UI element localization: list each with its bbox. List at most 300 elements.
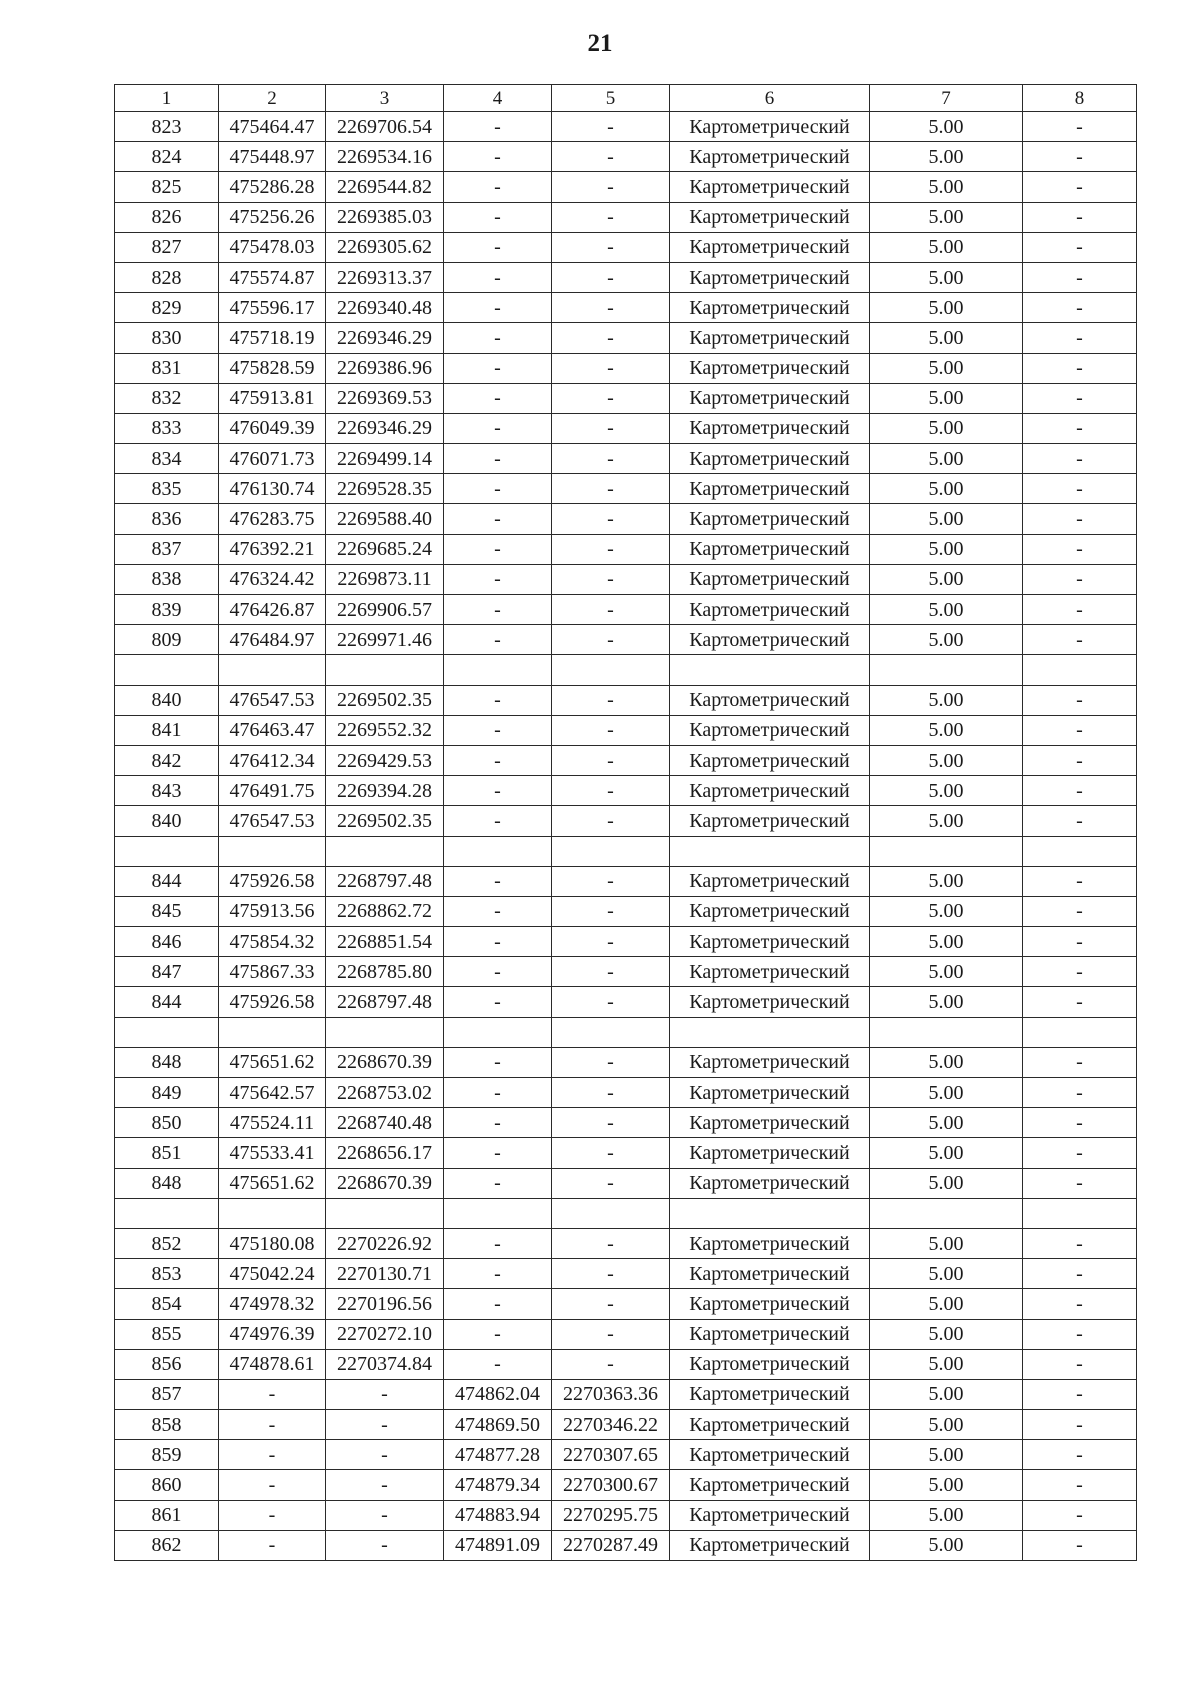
table-cell-col-3: - — [326, 1440, 444, 1470]
table-cell-col-6 — [670, 655, 870, 685]
table-cell-col-4: 474862.04 — [444, 1379, 552, 1409]
table-cell-col-8: - — [1023, 987, 1137, 1017]
table-cell-col-3: 2268656.17 — [326, 1138, 444, 1168]
coordinates-table — [114, 84, 1137, 1561]
table-cell-col-6 — [670, 1198, 870, 1228]
table-cell-col-2: 475651.62 — [219, 1168, 326, 1198]
table-cell-col-7: 5.00 — [870, 534, 1023, 564]
table-cell-col-2: 476392.21 — [219, 534, 326, 564]
table-cell-col-6: Картометрический — [670, 866, 870, 896]
table-cell-col-8: - — [1023, 1530, 1137, 1560]
table-cell-col-7: 5.00 — [870, 1108, 1023, 1138]
table-cell-col-2: 476130.74 — [219, 474, 326, 504]
table-cell-col-3: 2268862.72 — [326, 896, 444, 926]
table-cell-col-7: 5.00 — [870, 202, 1023, 232]
table-cell-col-1: 831 — [115, 353, 219, 383]
table-cell-col-6: Картометрический — [670, 262, 870, 292]
table-cell-col-2: 476491.75 — [219, 776, 326, 806]
table-cell-col-4: - — [444, 745, 552, 775]
table-body — [115, 112, 1137, 1561]
table-cell-col-8: - — [1023, 353, 1137, 383]
table-cell-col-4: - — [444, 625, 552, 655]
table-cell-col-2: 474878.61 — [219, 1349, 326, 1379]
table-cell-col-2: 475828.59 — [219, 353, 326, 383]
table-cell-col-1: 824 — [115, 142, 219, 172]
table-cell-col-7: 5.00 — [870, 444, 1023, 474]
table-cell-col-2: 475642.57 — [219, 1078, 326, 1108]
table-cell-col-7: 5.00 — [870, 413, 1023, 443]
table-cell-col-8: - — [1023, 806, 1137, 836]
table-cell-col-6: Картометрический — [670, 806, 870, 836]
table-cell-col-8: - — [1023, 1470, 1137, 1500]
table-cell-col-7 — [870, 655, 1023, 685]
table-cell-col-5: - — [552, 1349, 670, 1379]
table-cell-col-5: - — [552, 1228, 670, 1258]
table-cell-col-7 — [870, 1017, 1023, 1047]
table-cell-col-8: - — [1023, 1078, 1137, 1108]
table-cell-col-3: 2270374.84 — [326, 1349, 444, 1379]
table-cell-col-1: 839 — [115, 595, 219, 625]
table-cell-col-7: 5.00 — [870, 1440, 1023, 1470]
table-cell-col-4: - — [444, 1349, 552, 1379]
table-cell-col-4: - — [444, 112, 552, 142]
table-cell-col-5: - — [552, 564, 670, 594]
table-cell-col-4: - — [444, 172, 552, 202]
table-cell-col-7: 5.00 — [870, 625, 1023, 655]
table-cell-col-5: - — [552, 413, 670, 443]
table-cell-col-7: 5.00 — [870, 564, 1023, 594]
table-cell-col-8: - — [1023, 383, 1137, 413]
table-cell-col-5: 2270300.67 — [552, 1470, 670, 1500]
table-row — [115, 383, 1137, 413]
table-cell-col-1: 861 — [115, 1500, 219, 1530]
table-cell-col-7: 5.00 — [870, 1138, 1023, 1168]
table-cell-col-6: Картометрический — [670, 1289, 870, 1319]
table-cell-col-1: 850 — [115, 1108, 219, 1138]
table-cell-col-5: - — [552, 504, 670, 534]
table-cell-col-7 — [870, 1198, 1023, 1228]
table-row — [115, 745, 1137, 775]
table-cell-col-7: 5.00 — [870, 383, 1023, 413]
table-cell-col-6: Картометрический — [670, 1168, 870, 1198]
table-cell-col-6: Картометрический — [670, 444, 870, 474]
table-cell-col-8: - — [1023, 504, 1137, 534]
table-cell-col-6: Картометрический — [670, 534, 870, 564]
table-cell-col-7: 5.00 — [870, 896, 1023, 926]
table-cell-col-3: 2269385.03 — [326, 202, 444, 232]
table-cell-col-3: 2269499.14 — [326, 444, 444, 474]
table-cell-col-3: 2269588.40 — [326, 504, 444, 534]
table-cell-col-6: Картометрический — [670, 745, 870, 775]
table-row — [115, 1228, 1137, 1258]
table-cell-col-1: 848 — [115, 1047, 219, 1077]
table-cell-col-4: - — [444, 262, 552, 292]
table-cell-col-3 — [326, 655, 444, 685]
table-cell-col-3: 2268797.48 — [326, 866, 444, 896]
column-header: 5 — [552, 85, 670, 112]
table-cell-col-2: 475464.47 — [219, 112, 326, 142]
table-cell-col-6: Картометрический — [670, 323, 870, 353]
table-cell-col-6: Картометрический — [670, 142, 870, 172]
table-cell-col-5: 2270363.36 — [552, 1379, 670, 1409]
table-cell-col-1: 843 — [115, 776, 219, 806]
table-cell-col-1: 862 — [115, 1530, 219, 1560]
table-cell-col-5: - — [552, 1078, 670, 1108]
table-cell-col-1: 853 — [115, 1259, 219, 1289]
table-cell-col-1: 829 — [115, 293, 219, 323]
table-row — [115, 715, 1137, 745]
table-cell-col-8 — [1023, 1017, 1137, 1047]
page-number: 21 — [587, 30, 613, 57]
table-cell-col-7: 5.00 — [870, 1047, 1023, 1077]
table-cell-col-8: - — [1023, 745, 1137, 775]
table-row — [115, 1500, 1137, 1530]
table-cell-col-1: 834 — [115, 444, 219, 474]
table-cell-col-7: 5.00 — [870, 866, 1023, 896]
table-cell-col-8: - — [1023, 172, 1137, 202]
table-cell-col-4: - — [444, 1047, 552, 1077]
table-cell-col-3: 2269706.54 — [326, 112, 444, 142]
table-cell-col-5: - — [552, 685, 670, 715]
table-cell-col-7: 5.00 — [870, 1168, 1023, 1198]
table-row — [115, 595, 1137, 625]
table-cell-col-1: 856 — [115, 1349, 219, 1379]
table-cell-col-2: 474978.32 — [219, 1289, 326, 1319]
table-cell-col-3: 2269346.29 — [326, 413, 444, 443]
table-row — [115, 323, 1137, 353]
table-cell-col-5: - — [552, 957, 670, 987]
table-row — [115, 413, 1137, 443]
table-cell-col-4 — [444, 655, 552, 685]
table-cell-col-6: Картометрический — [670, 896, 870, 926]
separator-row — [115, 1198, 1137, 1228]
table-cell-col-6: Картометрический — [670, 1410, 870, 1440]
table-cell-col-4: - — [444, 1078, 552, 1108]
table-cell-col-4: - — [444, 383, 552, 413]
table-cell-col-5: - — [552, 715, 670, 745]
table-row — [115, 1259, 1137, 1289]
table-row — [115, 534, 1137, 564]
table-cell-col-1 — [115, 836, 219, 866]
table-cell-col-2: 475256.26 — [219, 202, 326, 232]
table-cell-col-6: Картометрический — [670, 1379, 870, 1409]
table-cell-col-3: - — [326, 1530, 444, 1560]
table-cell-col-5: - — [552, 745, 670, 775]
table-row — [115, 142, 1137, 172]
table-cell-col-3: 2269685.24 — [326, 534, 444, 564]
table-cell-col-5: - — [552, 927, 670, 957]
table-cell-col-6: Картометрический — [670, 504, 870, 534]
table-cell-col-6: Картометрический — [670, 353, 870, 383]
table-cell-col-6: Картометрический — [670, 1500, 870, 1530]
table-cell-col-8 — [1023, 836, 1137, 866]
table-cell-col-2: 475854.32 — [219, 927, 326, 957]
table-cell-col-1 — [115, 655, 219, 685]
table-cell-col-2: 475574.87 — [219, 262, 326, 292]
table-cell-col-6: Картометрический — [670, 202, 870, 232]
table-cell-col-6: Картометрический — [670, 715, 870, 745]
table-cell-col-7: 5.00 — [870, 806, 1023, 836]
table-cell-col-2: 475718.19 — [219, 323, 326, 353]
table-cell-col-8: - — [1023, 1168, 1137, 1198]
table-row — [115, 1440, 1137, 1470]
table-cell-col-7: 5.00 — [870, 112, 1023, 142]
table-cell-col-7: 5.00 — [870, 1078, 1023, 1108]
table-row — [115, 866, 1137, 896]
table-cell-col-2: 476484.97 — [219, 625, 326, 655]
table-cell-col-3: 2269394.28 — [326, 776, 444, 806]
table-cell-col-3: 2269971.46 — [326, 625, 444, 655]
table-cell-col-7: 5.00 — [870, 323, 1023, 353]
table-cell-col-8: - — [1023, 1289, 1137, 1319]
table-cell-col-7: 5.00 — [870, 142, 1023, 172]
table-cell-col-8: - — [1023, 1379, 1137, 1409]
table-cell-col-3: 2268670.39 — [326, 1047, 444, 1077]
column-header: 8 — [1023, 85, 1137, 112]
table-cell-col-3: 2269502.35 — [326, 685, 444, 715]
table-cell-col-5: 2270346.22 — [552, 1410, 670, 1440]
table-cell-col-5 — [552, 1198, 670, 1228]
table-row — [115, 504, 1137, 534]
table-cell-col-3: 2269873.11 — [326, 564, 444, 594]
table-cell-col-1: 833 — [115, 413, 219, 443]
table-cell-col-5: - — [552, 595, 670, 625]
table-cell-col-2: 476547.53 — [219, 806, 326, 836]
table-cell-col-8: - — [1023, 927, 1137, 957]
table-cell-col-2: 475926.58 — [219, 987, 326, 1017]
table-cell-col-5: - — [552, 1108, 670, 1138]
table-cell-col-5 — [552, 836, 670, 866]
table-cell-col-6: Картометрический — [670, 474, 870, 504]
table-cell-col-6: Картометрический — [670, 1440, 870, 1470]
table-cell-col-7 — [870, 836, 1023, 866]
table-cell-col-4: - — [444, 1319, 552, 1349]
table-cell-col-4: - — [444, 353, 552, 383]
column-header: 4 — [444, 85, 552, 112]
table-cell-col-6: Картометрический — [670, 595, 870, 625]
table-cell-col-6: Картометрический — [670, 1349, 870, 1379]
table-cell-col-2: 476283.75 — [219, 504, 326, 534]
table-cell-col-3: 2268785.80 — [326, 957, 444, 987]
table-cell-col-1: 840 — [115, 685, 219, 715]
table-row — [115, 1410, 1137, 1440]
separator-row — [115, 1017, 1137, 1047]
table-cell-col-1: 846 — [115, 927, 219, 957]
table-row — [115, 896, 1137, 926]
table-cell-col-3: 2269386.96 — [326, 353, 444, 383]
table-cell-col-6: Картометрический — [670, 957, 870, 987]
table-cell-col-3: 2269340.48 — [326, 293, 444, 323]
table-cell-col-8: - — [1023, 685, 1137, 715]
table-cell-col-8: - — [1023, 262, 1137, 292]
table-cell-col-2: - — [219, 1440, 326, 1470]
table-cell-col-2: - — [219, 1530, 326, 1560]
table-cell-col-7: 5.00 — [870, 262, 1023, 292]
table-cell-col-4 — [444, 836, 552, 866]
table-row — [115, 625, 1137, 655]
table-cell-col-2: 476547.53 — [219, 685, 326, 715]
table-cell-col-8: - — [1023, 1228, 1137, 1258]
table-cell-col-8: - — [1023, 413, 1137, 443]
table-row — [115, 957, 1137, 987]
table-cell-col-7: 5.00 — [870, 353, 1023, 383]
table-cell-col-3: 2270272.10 — [326, 1319, 444, 1349]
table-cell-col-7: 5.00 — [870, 1470, 1023, 1500]
table-cell-col-5: - — [552, 353, 670, 383]
table-cell-col-7: 5.00 — [870, 1379, 1023, 1409]
column-header: 3 — [326, 85, 444, 112]
table-cell-col-8: - — [1023, 715, 1137, 745]
table-cell-col-2: 475533.41 — [219, 1138, 326, 1168]
table-cell-col-3: 2269502.35 — [326, 806, 444, 836]
table-cell-col-5: - — [552, 232, 670, 262]
table-cell-col-1: 836 — [115, 504, 219, 534]
table-cell-col-1: 841 — [115, 715, 219, 745]
table-cell-col-4: - — [444, 1108, 552, 1138]
table-row — [115, 1078, 1137, 1108]
table-row — [115, 232, 1137, 262]
table-row — [115, 1138, 1137, 1168]
table-cell-col-1: 851 — [115, 1138, 219, 1168]
table-cell-col-5: - — [552, 142, 670, 172]
table-cell-col-5: - — [552, 1138, 670, 1168]
table-row — [115, 262, 1137, 292]
table-cell-col-3: 2268851.54 — [326, 927, 444, 957]
table-row — [115, 1047, 1137, 1077]
table-cell-col-4: - — [444, 504, 552, 534]
table-cell-col-3: 2269313.37 — [326, 262, 444, 292]
table-cell-col-2: 476463.47 — [219, 715, 326, 745]
table-cell-col-7: 5.00 — [870, 987, 1023, 1017]
table-cell-col-3: - — [326, 1470, 444, 1500]
table-cell-col-5: - — [552, 323, 670, 353]
table-cell-col-4: - — [444, 564, 552, 594]
table-cell-col-5: - — [552, 383, 670, 413]
table-cell-col-4: - — [444, 413, 552, 443]
table-cell-col-2: - — [219, 1410, 326, 1440]
separator-row — [115, 836, 1137, 866]
table-cell-col-7: 5.00 — [870, 1530, 1023, 1560]
table-cell-col-3: 2269534.16 — [326, 142, 444, 172]
table-cell-col-1: 823 — [115, 112, 219, 142]
table-cell-col-8: - — [1023, 1319, 1137, 1349]
table-cell-col-8: - — [1023, 1500, 1137, 1530]
table-cell-col-6: Картометрический — [670, 1470, 870, 1500]
table-cell-col-4: 474877.28 — [444, 1440, 552, 1470]
table-cell-col-4: 474891.09 — [444, 1530, 552, 1560]
table-cell-col-3 — [326, 1198, 444, 1228]
table-cell-col-1: 844 — [115, 866, 219, 896]
table-row — [115, 1349, 1137, 1379]
table-cell-col-6 — [670, 836, 870, 866]
table-row — [115, 353, 1137, 383]
table-cell-col-4: - — [444, 1228, 552, 1258]
table-cell-col-1: 809 — [115, 625, 219, 655]
table-row — [115, 1470, 1137, 1500]
table-cell-col-7: 5.00 — [870, 172, 1023, 202]
table-cell-col-1: 852 — [115, 1228, 219, 1258]
table-cell-col-2: 475596.17 — [219, 293, 326, 323]
table-cell-col-4: - — [444, 896, 552, 926]
table-cell-col-2: - — [219, 1470, 326, 1500]
table-cell-col-4: - — [444, 474, 552, 504]
table-cell-col-7: 5.00 — [870, 745, 1023, 775]
table-cell-col-4: - — [444, 987, 552, 1017]
table-row — [115, 172, 1137, 202]
table-cell-col-6: Картометрический — [670, 1319, 870, 1349]
table-cell-col-3: 2269429.53 — [326, 745, 444, 775]
table-cell-col-1: 842 — [115, 745, 219, 775]
column-header: 1 — [115, 85, 219, 112]
table-row — [115, 293, 1137, 323]
table-cell-col-6: Картометрический — [670, 383, 870, 413]
table-row — [115, 564, 1137, 594]
table-cell-col-1: 855 — [115, 1319, 219, 1349]
table-cell-col-1: 845 — [115, 896, 219, 926]
table-cell-col-7: 5.00 — [870, 293, 1023, 323]
table-cell-col-5: 2270295.75 — [552, 1500, 670, 1530]
table-cell-col-6: Картометрический — [670, 413, 870, 443]
table-cell-col-5: - — [552, 776, 670, 806]
table-cell-col-6: Картометрический — [670, 1530, 870, 1560]
table-cell-col-4: - — [444, 293, 552, 323]
table-cell-col-3: 2269346.29 — [326, 323, 444, 353]
table-cell-col-4: - — [444, 1168, 552, 1198]
table-cell-col-8: - — [1023, 142, 1137, 172]
table-cell-col-7: 5.00 — [870, 715, 1023, 745]
table-cell-col-8: - — [1023, 202, 1137, 232]
table-cell-col-3: - — [326, 1379, 444, 1409]
table-cell-col-5: - — [552, 444, 670, 474]
table-cell-col-8: - — [1023, 112, 1137, 142]
separator-row — [115, 655, 1137, 685]
table-cell-col-7: 5.00 — [870, 1410, 1023, 1440]
table-cell-col-4: - — [444, 595, 552, 625]
table-cell-col-1: 854 — [115, 1289, 219, 1319]
table-cell-col-2 — [219, 1017, 326, 1047]
table-cell-col-1: 835 — [115, 474, 219, 504]
table-cell-col-1: 827 — [115, 232, 219, 262]
table-row — [115, 685, 1137, 715]
table-cell-col-5: - — [552, 866, 670, 896]
table-cell-col-2: - — [219, 1500, 326, 1530]
table-cell-col-8: - — [1023, 866, 1137, 896]
table-cell-col-8: - — [1023, 1349, 1137, 1379]
table-cell-col-5: - — [552, 806, 670, 836]
table-row — [115, 1319, 1137, 1349]
table-cell-col-6: Картометрический — [670, 112, 870, 142]
table-cell-col-3: 2269528.35 — [326, 474, 444, 504]
table-row — [115, 1379, 1137, 1409]
table-cell-col-6: Картометрический — [670, 625, 870, 655]
table-cell-col-8: - — [1023, 232, 1137, 262]
table-cell-col-2: 475913.81 — [219, 383, 326, 413]
table-cell-col-1: 837 — [115, 534, 219, 564]
table-cell-col-8: - — [1023, 1259, 1137, 1289]
table-cell-col-8: - — [1023, 595, 1137, 625]
table-cell-col-1: 828 — [115, 262, 219, 292]
table-cell-col-2: 474976.39 — [219, 1319, 326, 1349]
table-cell-col-1 — [115, 1198, 219, 1228]
table-cell-col-3: 2269906.57 — [326, 595, 444, 625]
table-cell-col-4: - — [444, 806, 552, 836]
table-cell-col-4: 474879.34 — [444, 1470, 552, 1500]
table-cell-col-8: - — [1023, 1440, 1137, 1470]
table-cell-col-2: 475867.33 — [219, 957, 326, 987]
column-header: 6 — [670, 85, 870, 112]
table-cell-col-8: - — [1023, 1047, 1137, 1077]
table-cell-col-6: Картометрический — [670, 685, 870, 715]
